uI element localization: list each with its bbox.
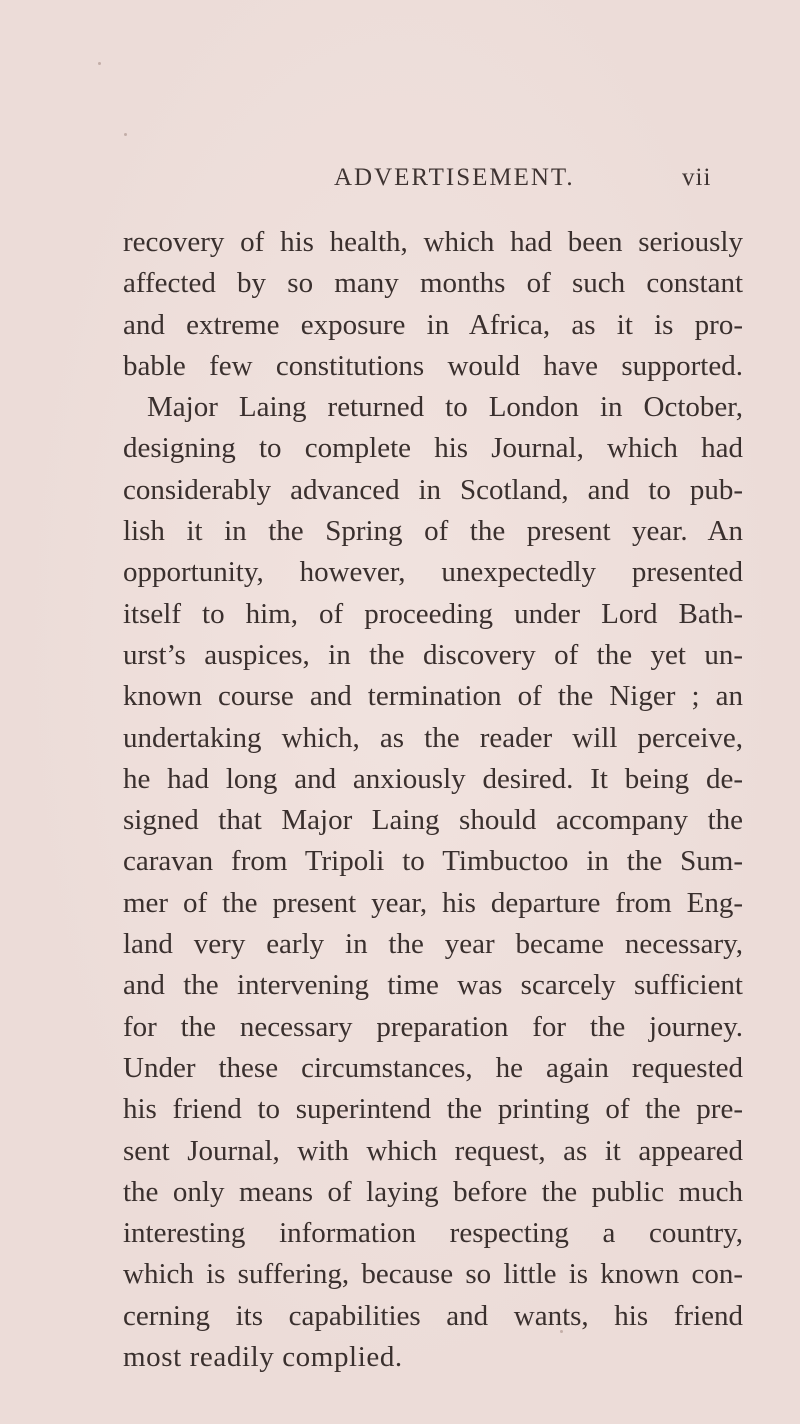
text-line: which is suffering, because so little is known con- <box>123 1258 743 1291</box>
text-line: bable few constitutions would have supported. <box>123 349 743 382</box>
text-line: interesting information respecting a country, <box>123 1217 743 1250</box>
paper-speck <box>98 62 101 65</box>
body-text <box>123 222 743 1378</box>
page-header-title: ADVERTISEMENT. <box>334 164 575 191</box>
text-line: opportunity, however, unexpectedly presented <box>123 556 743 589</box>
text-line: cerning its capabilities and wants, his friend <box>123 1299 743 1332</box>
paper-speck <box>124 133 127 136</box>
text-line: sent Journal, with which request, as it appeared <box>123 1134 743 1167</box>
text-line: he had long and anxiously desired. It being de- <box>123 762 743 795</box>
text-line: and the intervening time was scarcely sufficient <box>123 969 743 1002</box>
text-line: known course and termination of the Niger ; an <box>123 680 743 713</box>
text-line: considerably advanced in Scotland, and to pub- <box>123 473 743 506</box>
text-line: mer of the present year, his departure from Eng- <box>123 886 743 919</box>
text-line: recovery of his health, which had been seriously <box>123 226 743 258</box>
text-line: his friend to superintend the printing of the pre- <box>123 1093 743 1126</box>
text-line: Major Laing returned to London in October, <box>147 391 743 424</box>
text-line: and extreme exposure in Africa, as it is pro- <box>123 308 743 341</box>
text-line: designing to complete his Journal, which had <box>123 432 743 465</box>
text-line: affected by so many months of such constant <box>123 267 743 300</box>
running-head <box>0 164 800 204</box>
page-number: vii <box>682 164 712 191</box>
text-line: land very early in the year became necessary, <box>123 928 743 961</box>
paper-speck <box>560 1330 563 1333</box>
text-line: signed that Major Laing should accompany the <box>123 804 743 837</box>
text-line: caravan from Tripoli to Timbuctoo in the Sum- <box>123 845 743 878</box>
text-line: lish it in the Spring of the present year. An <box>123 515 743 548</box>
text-line: urst’s auspices, in the discovery of the yet un- <box>123 638 743 671</box>
text-line: for the necessary preparation for the journey. <box>123 1010 743 1043</box>
text-line: undertaking which, as the reader will perceive, <box>123 721 743 754</box>
text-line-last: most readily complied. <box>123 1341 403 1374</box>
text-line: Under these circumstances, he again requested <box>123 1051 743 1084</box>
text-line: the only means of laying before the public much <box>123 1175 743 1208</box>
text-line: itself to him, of proceeding under Lord Bath- <box>123 597 743 630</box>
